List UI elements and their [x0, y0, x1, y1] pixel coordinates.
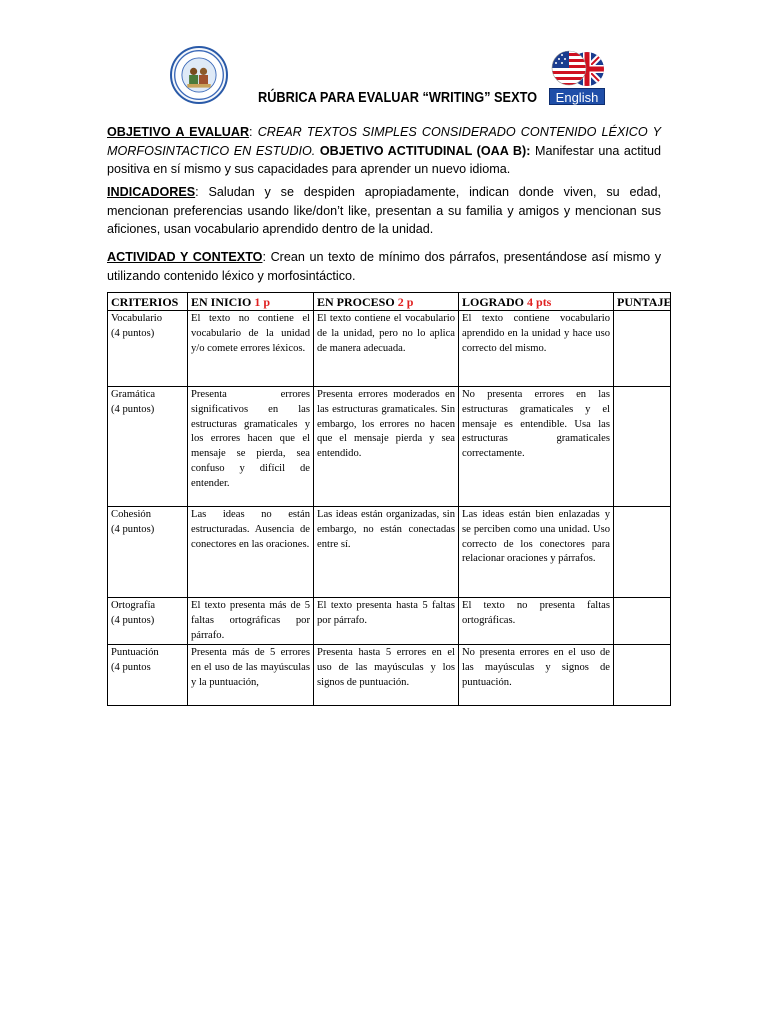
header-logrado: [459, 293, 614, 311]
criterio-points: (4 puntos): [111, 327, 155, 339]
page-title: RÚBRICA PARA EVALUAR “WRITING” SEXTO: [258, 90, 538, 106]
inicio-cell: Las ideas no están estructuradas. Ausencia de conectores en las oraciones.: [188, 507, 314, 598]
table-row: [108, 598, 671, 645]
criterio-points: (4 puntos): [111, 614, 155, 626]
criterio-points: (4 puntos): [111, 523, 155, 535]
proceso-cell: Presenta errores moderados en las estructuras gramaticales. Sin embargo, los errores no hacen que el mensaje pierda y sea entendido.: [314, 387, 459, 507]
criterio-points: (4 puntos): [111, 403, 155, 415]
logrado-cell: No presenta errores en las estructuras gramaticales y el mensaje es entendible. Usa las estructuras gramaticales correctamente.: [459, 387, 614, 507]
puntaje-cell: [614, 598, 671, 645]
table-row: [108, 507, 671, 598]
criterio-points: (4 puntos: [111, 662, 151, 674]
criterio-name: Ortografía: [111, 600, 156, 611]
table-row: [108, 311, 671, 387]
header-en-inicio-label: EN INICIO: [191, 295, 252, 309]
actividad-paragraph: ACTIVIDAD Y CONTEXTO: Crean un texto de mínimo dos párrafos, presentándose así mismo y utilizando contenido léxico y morfosintáctico.: [107, 250, 661, 283]
header-criterios: CRITERIOS: [108, 293, 188, 311]
criterio-cell: [108, 311, 188, 387]
inicio-cell: Presenta errores significativos en las estructuras gramaticales y los errores hacen que el mensaje se pierda, sea confuso y difícil de entender.: [188, 387, 314, 507]
puntaje-cell: [614, 645, 671, 706]
table-row: [108, 645, 671, 706]
objetivo-paragraph: OBJETIVO A EVALUAR: CREAR TEXTOS SIMPLES CONSIDERADO CONTENIDO LÉXICO Y MORFOSINTACTICO EN ESTUDIO. OBJETIVO ACTITUDINAL (OAA B): Manifestar una actitud positiva en sí mismo y sus capacidades para aprender un nuevo idioma.: [107, 125, 662, 177]
puntaje-cell: [614, 507, 671, 598]
header-logrado-points: 4 pts: [527, 295, 552, 309]
rubric-table: [107, 292, 671, 706]
inicio-cell: El texto no contiene el vocabulario de la unidad y/o comete errores léxicos.: [188, 311, 314, 387]
objetivo-text: CREAR TEXTOS SIMPLES CONSIDERADO CONTENIDO LÉXICO Y MORFOSINTACTICO EN ESTUDIO.: [107, 125, 661, 158]
indicadores-paragraph: INDICADORES: Saludan y se despiden apropiadamente, indican donde viven, su edad, mencionan preferencias usando like/don’t like, presentan a su familia y amigos y mencionan sus aficiones, usan vocabulario aprendido dentro de la unidad.: [107, 185, 662, 237]
puntaje-cell: [614, 387, 671, 507]
puntaje-cell: [614, 311, 671, 387]
actividad-label: ACTIVIDAD Y CONTEXTO: [107, 250, 263, 264]
logrado-cell: El texto no presenta faltas ortográficas.: [459, 598, 614, 645]
table-row: [108, 387, 671, 507]
objetivo-label: OBJETIVO A EVALUAR: [107, 125, 250, 139]
objetivo-actitudinal-label: OBJETIVO ACTITUDINAL (OAA B):: [319, 143, 531, 158]
logrado-cell: El texto contiene vocabulario aprendido en la unidad y hace uso correcto del mismo.: [459, 311, 614, 387]
school-logo-icon: [170, 46, 228, 104]
proceso-cell: Las ideas están organizadas, sin embargo, no están conectadas entre sí.: [314, 507, 459, 598]
actividad-text: Crean un texto de mínimo dos párrafos, presentándose así mismo y utilizando contenido léxico y morfosintáctico.: [107, 250, 661, 283]
header-en-proceso-label: EN PROCESO: [317, 295, 395, 309]
logrado-cell: No presenta errores en el uso de las mayúsculas y signos de puntuación.: [459, 645, 614, 706]
inicio-cell: El texto presenta más de 5 faltas ortográficas por párrafo.: [188, 598, 314, 645]
criterio-name: Gramática: [111, 389, 156, 400]
header-en-inicio: [188, 293, 314, 311]
proceso-cell: El texto contiene el vocabulario de la unidad, pero no lo aplica de manera adecuada.: [314, 311, 459, 387]
header-en-proceso: [314, 293, 459, 311]
header-en-proceso-points: 2 p: [397, 295, 414, 309]
criterio-name: Puntuación: [111, 647, 159, 659]
uk-us-flag-icon: [549, 48, 605, 88]
criterio-cell: [108, 387, 188, 507]
proceso-cell: Presenta hasta 5 errores en el uso de las mayúsculas y los signos de puntuación.: [314, 645, 459, 706]
header-puntaje: PUNTAJE: [614, 293, 671, 311]
criterio-name: Cohesión: [111, 509, 152, 520]
criterio-cell: [108, 645, 188, 706]
english-flag-badge: [549, 48, 605, 106]
indicadores-text: Saludan y se despiden apropiadamente, indican donde viven, su edad, mencionan preferencias usando like/don’t like, presentan a su familia y amigos y mencionan sus aficiones, usan vocabulario aprendido dentro de la unidad.: [107, 185, 662, 237]
header-logrado-label: LOGRADO: [462, 295, 525, 309]
school-logo-graphic: [172, 48, 226, 102]
proceso-cell: El texto presenta hasta 5 faltas por párrafo.: [314, 598, 459, 645]
indicadores-label: INDICADORES: [107, 185, 196, 199]
inicio-cell: Presenta más de 5 errores en el uso de las mayúsculas y la puntuación,: [188, 645, 314, 706]
logrado-cell: Las ideas están bien enlazadas y se perciben como una unidad. Uso correcto de los conectores para relacionar oraciones y párrafos.: [459, 507, 614, 598]
objetivo-actitudinal-text: Manifestar una actitud positiva en sí mismo y sus capacidades para aprender un nuevo idioma.: [107, 143, 662, 177]
criterio-name: Vocabulario: [111, 313, 162, 324]
criterio-cell: [108, 507, 188, 598]
header-en-inicio-points: 1 p: [254, 295, 271, 309]
criterio-cell: [108, 598, 188, 645]
english-label: English: [549, 88, 605, 105]
table-header-row: [108, 293, 671, 311]
